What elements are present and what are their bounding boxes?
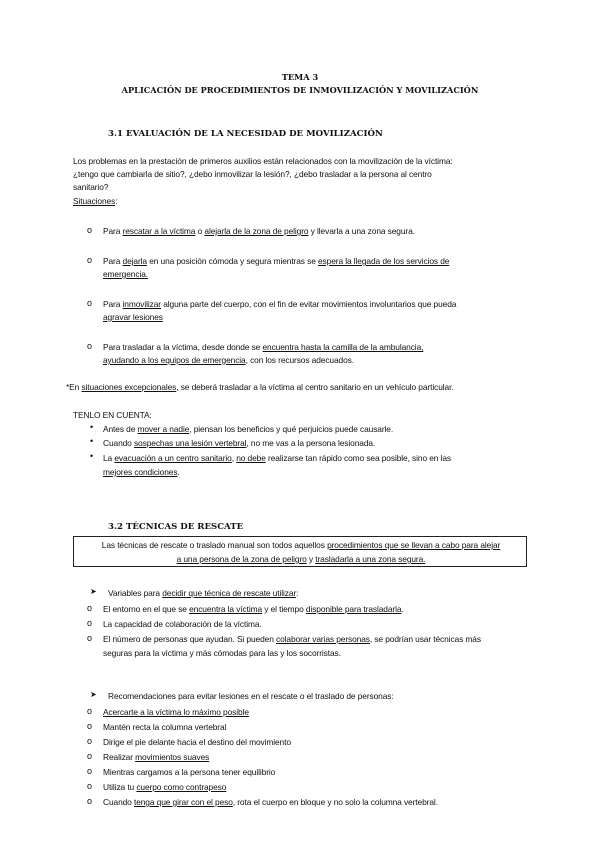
- situacion-item-2: Para dejarla en una posición cómoda y segura mientras se espera la llegada de los servicios de: [103, 256, 450, 266]
- arrow-bullet-icon: ➤: [90, 587, 97, 596]
- variable-item-3: El número de personas que ayudan. Si pueden colaborar varias personas, se podrían usar técnicas más: [103, 634, 481, 644]
- circle-bullet-icon: o: [87, 706, 93, 716]
- disc-bullet-icon: •: [90, 422, 94, 432]
- recomendacion-item-6: Utiliza tu cuerpo como contrapeso: [103, 782, 227, 792]
- variable-item-2: La capacidad de colaboración de la víctima.: [103, 619, 262, 629]
- disc-bullet-icon: •: [90, 436, 94, 446]
- intro-line-2: ¿tengo que cambiarla de sitio?, ¿debo inmovilizar la lesión?, ¿debo trasladar a la persona al centro: [73, 169, 432, 179]
- circle-bullet-icon: o: [87, 721, 93, 731]
- intro-line-3: sanitario?: [73, 182, 109, 192]
- recomendaciones-label: Recomendaciones para evitar lesiones en el rescate o el traslado de personas:: [108, 691, 394, 701]
- tenlo-label: TENLO EN CUENTA:: [73, 410, 152, 420]
- circle-bullet-icon: o: [87, 633, 93, 643]
- definition-line-1: Las técnicas de rescate o traslado manual son todos aquellos procedimientos que se llevan a cabo para alejar: [101, 540, 501, 550]
- situaciones-label: Situaciones:: [73, 196, 118, 206]
- circle-bullet-icon: o: [87, 298, 93, 308]
- situacion-item-4: Para trasladar a la víctima, desde donde se encuentra hasta la camilla de la ambulancia,: [103, 342, 424, 352]
- definition-box: [73, 536, 527, 567]
- circle-bullet-icon: o: [87, 255, 93, 265]
- intro-line-1: Los problemas en la prestación de primeros auxilios están relacionados con la movilización de la víctima:: [73, 156, 453, 166]
- situacion-item-1: Para rescatar a la víctima o alejarla de la zona de peligro y llevarla a una zona segura.: [103, 226, 415, 236]
- recomendacion-item-3: Dirige el pie delante hacia el destino del movimiento: [103, 737, 291, 747]
- situacion-item-2-cont: emergencia.: [103, 269, 148, 279]
- variable-item-3-cont: seguras para la víctima y más cómodas para las y los socorristas.: [103, 648, 341, 658]
- recomendacion-item-2: Mantén recta la columna vertebral: [103, 722, 227, 732]
- situacion-item-3: Para inmovilizar alguna parte del cuerpo, con el fin de evitar movimientos involuntarios que pueda: [103, 299, 457, 309]
- situacion-item-3-cont: agravar lesiones: [103, 312, 163, 322]
- recomendacion-item-5: Mientras cargamos a la persona tener equilibrio: [103, 767, 276, 777]
- tenlo-item-3-cont: mejores condiciones.: [103, 467, 180, 477]
- circle-bullet-icon: o: [87, 751, 93, 761]
- tenlo-item-1: Antes de mover a nadie, piensan los beneficios y qué perjuicios puede causarle.: [103, 424, 394, 434]
- section-1-heading: 3.1 EVALUACIÓN DE LA NECESIDAD DE MOVILIZACIÓN: [108, 129, 383, 139]
- tenlo-item-2: Cuando sospechas una lesión vertebral, no me vas a la persona lesionada.: [103, 438, 376, 448]
- circle-bullet-icon: o: [87, 766, 93, 776]
- circle-bullet-icon: o: [87, 781, 93, 791]
- situacion-item-4-cont: ayudando a los equipos de emergencia, con los recursos adecuados.: [103, 355, 354, 365]
- circle-bullet-icon: o: [87, 618, 93, 628]
- topic-title: APLICACIÓN DE PROCEDIMIENTOS DE INMOVILIZACIÓN Y MOVILIZACIÓN: [121, 85, 479, 95]
- circle-bullet-icon: o: [87, 796, 93, 806]
- tenlo-item-3: La evacuación a un centro sanitario, no debe realizarse tan rápido como sea posible, sino en las: [103, 453, 451, 463]
- recomendacion-item-7: Cuando tenga que girar con el peso, rota el cuerpo en bloque y no solo la columna vertebral.: [103, 797, 438, 807]
- variables-label: Variables para decidir que técnica de rescate utilizar:: [108, 588, 299, 598]
- arrow-bullet-icon: ➤: [90, 690, 97, 699]
- recomendacion-item-4: Realizar movimientos suaves: [103, 752, 210, 762]
- circle-bullet-icon: o: [87, 603, 93, 613]
- section-2-heading: 3.2 TÉCNICAS DE RESCATE: [108, 522, 244, 532]
- topic-number: TEMA 3: [281, 72, 319, 82]
- exceptional-note: *En situaciones excepcionales, se deberá trasladar a la víctima al centro sanitario en un vehículo particular.: [66, 382, 454, 392]
- definition-line-2: a una persona de la zona de peligro y trasladarla a una zona segura.: [176, 554, 426, 564]
- disc-bullet-icon: •: [90, 451, 94, 461]
- variable-item-1: El entorno en el que se encuentra la víctima y el tiempo disponible para trasladarla.: [103, 604, 404, 614]
- circle-bullet-icon: o: [87, 225, 93, 235]
- recomendacion-item-1: Acercarte a la víctima lo máximo posible: [103, 707, 249, 717]
- circle-bullet-icon: o: [87, 736, 93, 746]
- circle-bullet-icon: o: [87, 341, 93, 351]
